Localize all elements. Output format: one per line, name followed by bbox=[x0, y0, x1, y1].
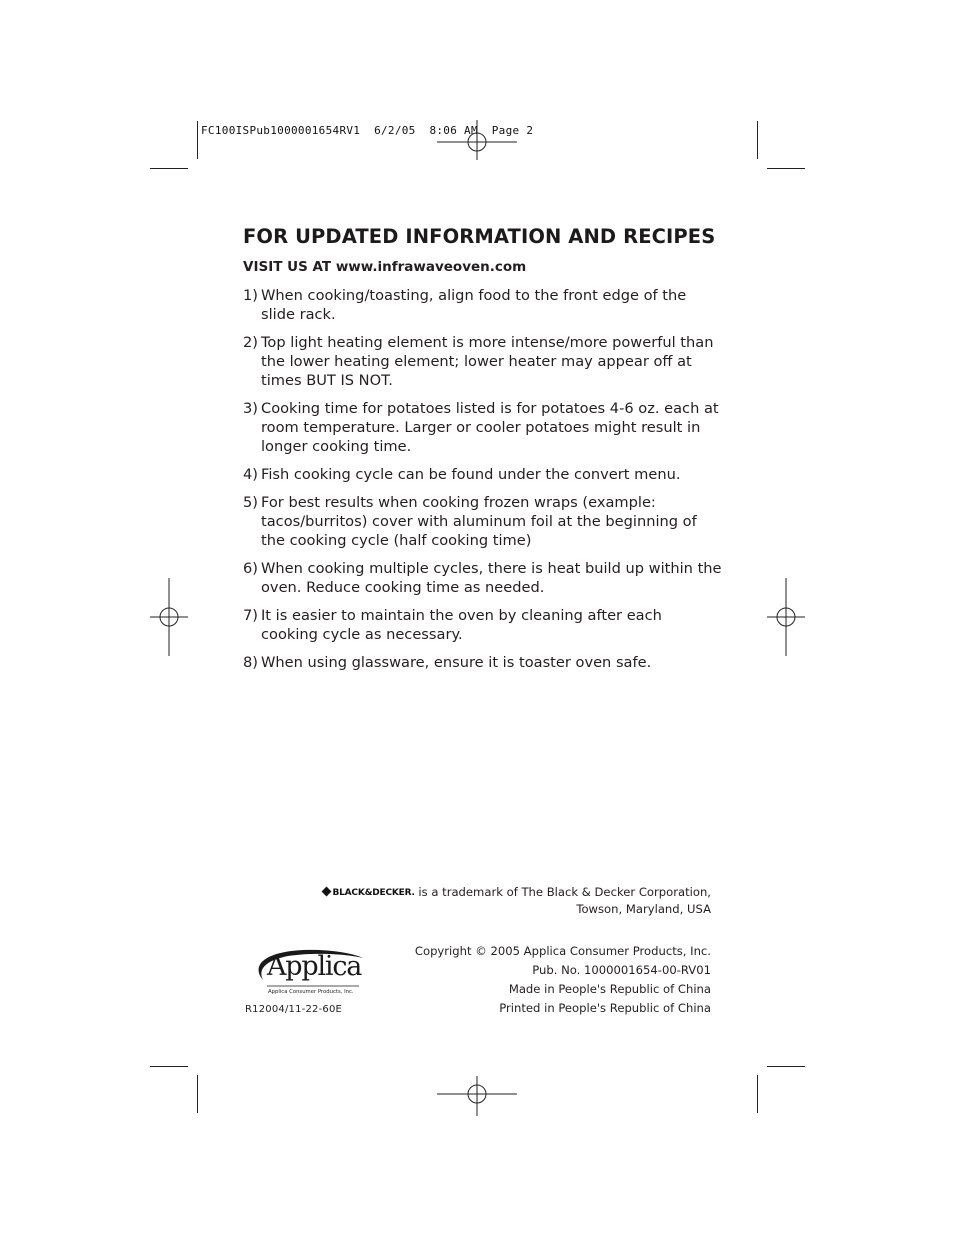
registration-mark-icon bbox=[150, 578, 190, 658]
tip-text: Cooking time for potatoes listed is for potatoes 4-6 oz. each at room temperature. Larger or cooler potatoes might result in longer cooking time. bbox=[261, 400, 719, 455]
black-decker-logo-icon bbox=[322, 887, 332, 897]
applica-wordmark: Applica bbox=[267, 951, 362, 982]
registration-mark-icon bbox=[437, 1054, 517, 1134]
registration-mark-icon bbox=[766, 578, 806, 658]
list-item bbox=[243, 606, 723, 644]
tip-number: 8) bbox=[243, 654, 258, 671]
tip-text: For best results when cooking frozen wraps (example: tacos/burritos) cover with aluminum foil at the beginning of the cooking cycle (half cooking time) bbox=[261, 494, 697, 549]
list-item bbox=[243, 493, 723, 550]
slug-line: FC100ISPub1000001654RV1 6/2/05 8:06 AM Page 2 bbox=[201, 124, 534, 137]
trademark-text: is a trademark of The Black & Decker Corporation, bbox=[418, 885, 711, 899]
applica-subline: Applica Consumer Products, Inc. bbox=[268, 989, 354, 995]
list-item bbox=[243, 399, 723, 456]
tip-number: 2) bbox=[243, 334, 258, 351]
pub-number: Pub. No. 1000001654-00-RV01 bbox=[532, 963, 711, 977]
list-item bbox=[243, 333, 723, 390]
list-item bbox=[243, 559, 723, 597]
tip-number: 4) bbox=[243, 466, 258, 483]
list-item bbox=[243, 653, 723, 672]
tip-text: Fish cooking cycle can be found under the convert menu. bbox=[261, 466, 681, 483]
black-decker-logo: BLACK&DECKER. bbox=[332, 885, 414, 901]
tip-text: When using glassware, ensure it is toaster oven safe. bbox=[261, 654, 652, 671]
list-item bbox=[243, 286, 723, 324]
tip-text: Top light heating element is more intense/more powerful than the lower heating element; lower heater may appear off at times BUT IS NOT. bbox=[261, 334, 714, 389]
document-code: R12004/11-22-60E bbox=[245, 1004, 343, 1015]
tip-number: 3) bbox=[243, 400, 258, 417]
printed-in-line: Printed in People's Republic of China bbox=[499, 1001, 711, 1015]
tip-number: 5) bbox=[243, 494, 258, 511]
page-title: FOR UPDATED INFORMATION AND RECIPES bbox=[243, 225, 716, 248]
trademark-location: Towson, Maryland, USA bbox=[576, 902, 711, 916]
copyright-block bbox=[351, 942, 711, 1018]
visit-line: VISIT US AT www.infrawaveoven.com bbox=[243, 259, 527, 275]
tip-number: 6) bbox=[243, 560, 258, 577]
tip-text: When cooking/toasting, align food to the front edge of the slide rack. bbox=[261, 287, 687, 323]
tips-list bbox=[243, 286, 723, 681]
copyright-line: Copyright © 2005 Applica Consumer Products, Inc. bbox=[414, 944, 711, 958]
tip-text: When cooking multiple cycles, there is heat build up within the oven. Reduce cooking time as needed. bbox=[261, 560, 722, 596]
registration-mark-icon bbox=[437, 102, 517, 182]
trademark-notice bbox=[291, 884, 711, 917]
list-item bbox=[243, 465, 723, 484]
tip-text: It is easier to maintain the oven by cleaning after each cooking cycle as necessary. bbox=[261, 607, 662, 643]
tip-number: 7) bbox=[243, 607, 258, 624]
tip-number: 1) bbox=[243, 287, 258, 304]
made-in-line: Made in People's Republic of China bbox=[508, 982, 711, 996]
